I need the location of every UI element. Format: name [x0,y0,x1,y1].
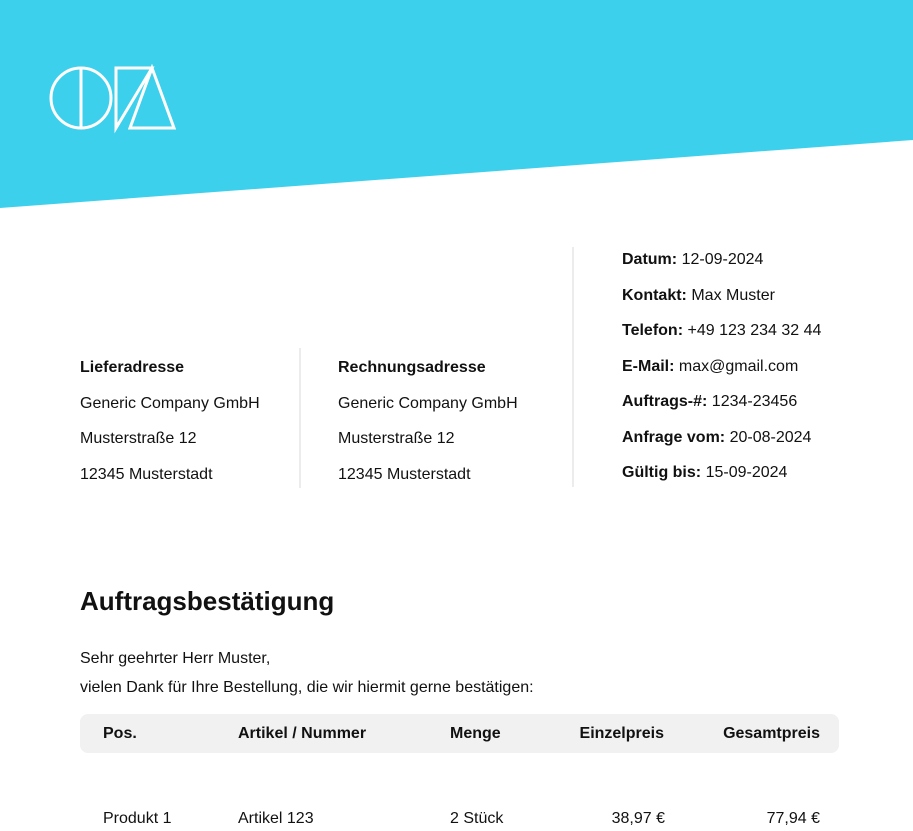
billing-address-title: Rechnungsadresse [338,359,486,376]
greeting-text [80,644,534,702]
meta-valid-until-label: Gültig bis: [622,464,702,481]
order-meta [622,242,821,491]
header-article: Artikel / Nummer [238,725,367,742]
row-total-price: 77,94 € [766,810,820,827]
meta-valid-until [622,455,821,491]
intro-text: vielen Dank für Ihre Bestellung, die wir hiermit gerne bestätigen: [80,679,534,696]
meta-order-number [622,384,821,420]
meta-phone-value: +49 123 234 32 44 [687,322,822,339]
meta-contact-value: Max Muster [691,286,775,304]
meta-contact-label: Kontakt: [622,286,687,304]
meta-order-number-label: Auftrags-#: [622,393,708,410]
billing-address [338,350,518,492]
header-total-price: Gesamtpreis [723,725,820,742]
meta-request-date-label: Anfrage vom: [622,428,726,446]
address-divider [299,348,301,488]
delivery-address-city: 12345 Musterstadt [80,465,213,483]
company-logo [48,66,178,132]
meta-request-date-value: 20-08-2024 [729,428,812,446]
meta-date [622,242,821,278]
billing-address-street: Musterstraße 12 [338,430,455,447]
row-article: Artikel 123 [238,810,314,827]
meta-date-label: Datum: [622,251,678,268]
delivery-address-street: Musterstraße 12 [80,430,197,447]
delivery-address [80,350,260,492]
row-unit-price: 38,97 € [611,810,665,827]
meta-contact [622,278,821,314]
table-row [80,753,839,831]
meta-phone [622,313,821,349]
header-pos: Pos. [103,725,137,742]
delivery-address-company: Generic Company GmbH [80,394,260,412]
table-header [80,714,839,753]
meta-date-value: 12-09-2024 [681,251,764,268]
meta-request-date [622,420,821,456]
row-quantity: 2 Stück [450,810,504,827]
billing-address-city: 12345 Musterstadt [338,465,471,483]
meta-order-number-value: 1234-23456 [711,393,798,410]
order-table [80,714,839,831]
circle-triangle-logo-icon [48,66,178,132]
document-title: Auftragsbestätigung [80,586,335,616]
row-pos: Produkt 1 [103,810,172,827]
billing-address-company: Generic Company GmbH [338,394,518,412]
meta-divider [572,247,574,487]
header-unit-price: Einzelpreis [579,725,664,742]
meta-phone-label: Telefon: [622,322,684,339]
header-quantity: Menge [450,725,501,742]
meta-valid-until-value: 15-09-2024 [705,464,788,481]
salutation: Sehr geehrter Herr Muster, [80,650,271,667]
meta-email-label: E-Mail: [622,357,675,375]
delivery-address-title: Lieferadresse [80,359,185,376]
meta-email-value: max@gmail.com [678,357,799,375]
meta-email [622,349,821,385]
